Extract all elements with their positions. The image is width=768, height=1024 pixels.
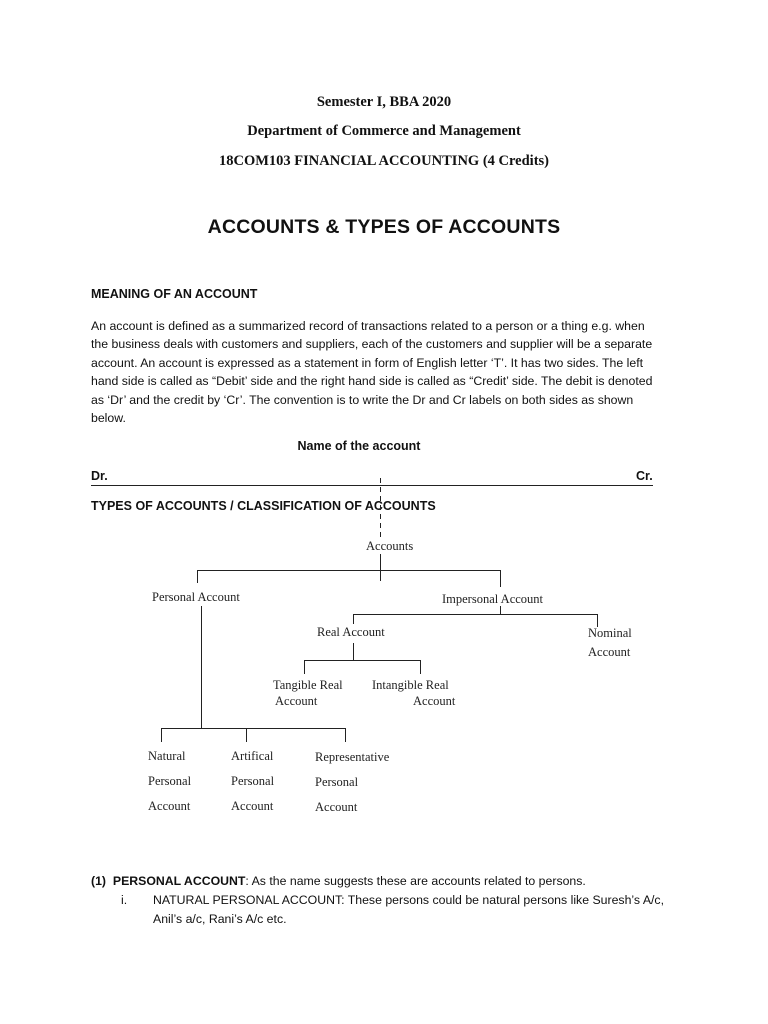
- section-number: (1): [91, 874, 107, 888]
- node-line: Account: [148, 799, 191, 813]
- node-line: Personal: [231, 774, 275, 788]
- node-accounts: Accounts: [366, 539, 414, 553]
- node-artificial-personal-account: [231, 744, 274, 819]
- node-line: Account: [315, 800, 358, 814]
- node-line: Intangible Real: [372, 678, 449, 692]
- semester-line: Semester I, BBA 2020: [316, 94, 452, 110]
- node-representative-personal-account: [315, 745, 389, 820]
- types-heading: TYPES OF ACCOUNTS / CLASSIFICATION OF ACCOUNTS: [91, 499, 436, 513]
- credit-label: Cr.: [636, 469, 653, 483]
- section-heading: PERSONAL ACCOUNT: [112, 874, 246, 888]
- paragraph-line: An account is defined as a summarized record of transactions related to a person or a thing e.g. when: [91, 319, 645, 333]
- paragraph-line: below.: [91, 411, 126, 426]
- node-line: Natural: [148, 749, 186, 763]
- node-line: Account: [588, 645, 631, 659]
- department-line: Department of Commerce and Management: [247, 123, 521, 139]
- node-impersonal-account: Impersonal Account: [442, 592, 544, 606]
- node-nominal-account: [588, 625, 632, 660]
- section-text: : As the name suggests these are accounts related to persons.: [245, 874, 586, 888]
- node-line: Account: [413, 694, 456, 708]
- node-line: Personal: [148, 774, 192, 788]
- paragraph-line: account. An account is expressed as a statement in form of English letter ‘T’. It has two sides. The left: [91, 355, 644, 370]
- node-real-account: Real Account: [317, 625, 385, 639]
- node-line: Account: [275, 694, 318, 708]
- node-natural-personal-account: [148, 744, 191, 819]
- natural-personal-text: NATURAL PERSONAL ACCOUNT: These persons could be natural persons like Suresh’s A/c,: [153, 893, 664, 907]
- personal-account-section: [91, 874, 586, 888]
- node-line: Nominal: [588, 626, 632, 640]
- node-personal-account: Personal Account: [152, 590, 240, 604]
- node-line: Account: [231, 799, 274, 813]
- account-name-label: Name of the account: [297, 439, 421, 453]
- debit-label: Dr.: [91, 469, 108, 483]
- course-line: 18COM103 FINANCIAL ACCOUNTING (4 Credits): [218, 153, 549, 169]
- paragraph-line: hand side is called as “Debit’ side and the right hand side is called as “Credit’ side. The debit is denoted: [91, 374, 653, 389]
- paragraph-line: the business deals with customers and suppliers, each of the customers and supplier will be a separate: [91, 337, 653, 352]
- node-line: Artifical: [231, 749, 274, 763]
- meaning-heading: MEANING OF AN ACCOUNT: [91, 287, 258, 301]
- node-line: Tangible Real: [273, 678, 343, 692]
- paragraph-line: as ‘Dr’ and the credit by ‘Cr’. The convention is to write the Dr and Cr labels on both sides as shown: [91, 392, 634, 407]
- list-marker: i.: [121, 893, 128, 907]
- natural-personal-text-cont: Anil’s a/c, Rani’s A/c etc.: [153, 912, 287, 926]
- page-title: ACCOUNTS & TYPES OF ACCOUNTS: [207, 216, 561, 238]
- node-tangible-real-account: [273, 677, 343, 709]
- node-line: Personal: [315, 775, 359, 789]
- node-intangible-real-account: [372, 677, 455, 709]
- node-line: Representative: [315, 750, 390, 764]
